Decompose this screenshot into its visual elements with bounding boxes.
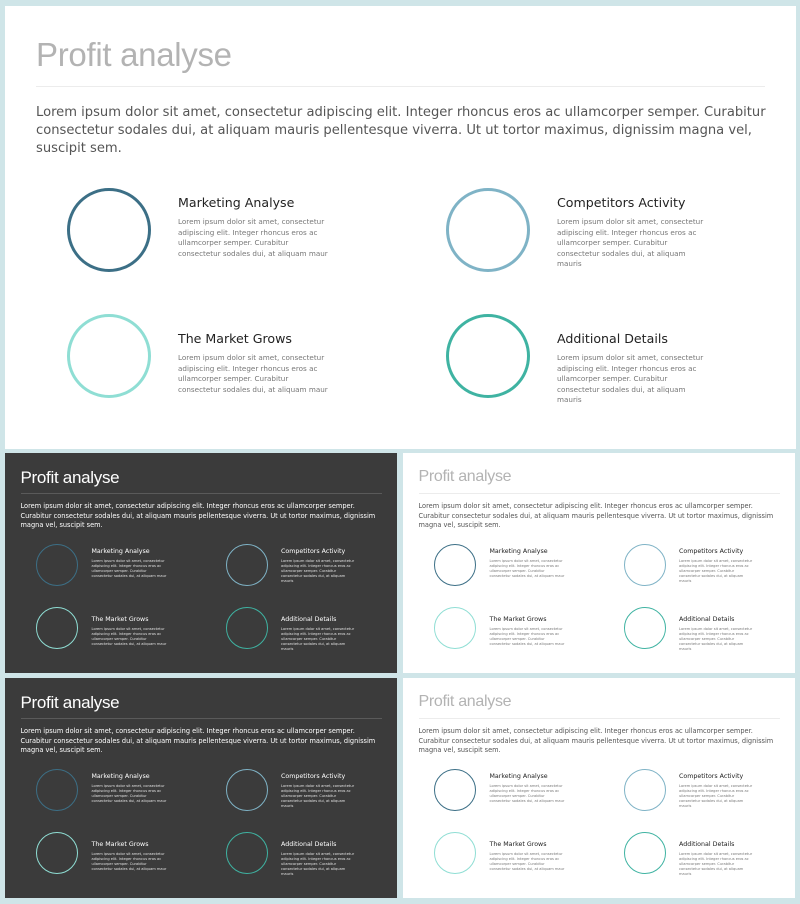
item-description: Lorem ipsum dolor sit amet, consectetur adipiscing elit. Integer rhoncus eros ac ullamcorper semper. Curabitur consectetur sodales dui, at aliquam maur — [489, 783, 565, 804]
item-description: Lorem ipsum dolor sit amet, consectetur adipiscing elit. Integer rhoncus eros ac ullamcorper semper. Curabitur consectetur sodales dui, at aliquam mauris — [557, 353, 704, 404]
item-description: Lorem ipsum dolor sit amet, consectetur adipiscing elit. Integer rhoncus eros ac ullamcorper semper. Curabitur consectetur sodales dui, at aliquam maur — [178, 353, 328, 394]
item-description: Lorem ipsum dolor sit amet, consectetur adipiscing elit. Integer rhoncus eros ac ullamcorper semper. Curabitur consectetur sodales dui, at aliquam mauris — [679, 558, 753, 584]
circle-icon — [36, 832, 78, 874]
item-description: Lorem ipsum dolor sit amet, consectetur adipiscing elit. Integer rhoncus eros ac ullamcorper semper. Curabitur consectetur sodales dui, at aliquam mauris — [281, 783, 355, 809]
item-heading: The Market Grows — [178, 331, 292, 346]
slide-title: Profit analyse — [418, 693, 512, 710]
item-heading: Additional Details — [281, 615, 337, 623]
circle-icon — [624, 769, 666, 811]
circle-icon — [226, 544, 268, 586]
item-heading: Competitors Activity — [679, 772, 744, 780]
circle-icon — [226, 832, 268, 874]
item-heading: Additional Details — [679, 840, 735, 848]
item-description: Lorem ipsum dolor sit amet, consectetur adipiscing elit. Integer rhoncus eros ac ullamcorper semper. Curabitur consectetur sodales dui, at aliquam maur — [91, 851, 167, 872]
item-heading: Marketing Analyse — [91, 772, 150, 780]
item-heading: The Market Grows — [91, 615, 149, 623]
item-heading: Competitors Activity — [281, 547, 346, 555]
item-description: Lorem ipsum dolor sit amet, consectetur adipiscing elit. Integer rhoncus eros ac ullamcorper semper. Curabitur consectetur sodales dui, at aliquam mauris — [679, 626, 753, 652]
circle-icon — [434, 607, 476, 649]
item-heading: Additional Details — [557, 331, 668, 346]
item-heading: Competitors Activity — [281, 772, 346, 780]
item-heading: Marketing Analyse — [489, 772, 548, 780]
circle-icon — [226, 769, 268, 811]
item-description: Lorem ipsum dolor sit amet, consectetur adipiscing elit. Integer rhoncus eros ac ullamcorper semper. Curabitur consectetur sodales dui, at aliquam maur — [91, 783, 167, 804]
circle-icon — [36, 607, 78, 649]
title-divider — [419, 493, 780, 494]
intro-paragraph: Lorem ipsum dolor sit amet, consectetur adipiscing elit. Integer rhoncus eros ac ullamcorper semper. Curabitur consectetur sodales dui, at aliquam mauris pellentesque viverra. Ut ut tortor maximus, dignissim magna vel, suscipit sem. — [418, 502, 774, 530]
main-slide[interactable] — [5, 6, 796, 449]
title-divider — [21, 493, 382, 494]
circle-icon — [434, 544, 476, 586]
item-description: Lorem ipsum dolor sit amet, consectetur adipiscing elit. Integer rhoncus eros ac ullamcorper semper. Curabitur consectetur sodales dui, at aliquam maur — [489, 558, 565, 579]
circle-icon — [624, 607, 666, 649]
slide-title: Profit analyse — [20, 693, 120, 712]
item-heading: The Market Grows — [489, 840, 547, 848]
item-description: Lorem ipsum dolor sit amet, consectetur adipiscing elit. Integer rhoncus eros ac ullamcorper semper. Curabitur consectetur sodales dui, at aliquam maur — [489, 626, 565, 647]
intro-paragraph: Lorem ipsum dolor sit amet, consectetur adipiscing elit. Integer rhoncus eros ac ullamcorper semper. Curabitur consectetur sodales dui, at aliquam mauris pellentesque viverra. Ut ut tortor maximus, dignissim magna vel, suscipit sem. — [20, 727, 376, 755]
item-description: Lorem ipsum dolor sit amet, consectetur adipiscing elit. Integer rhoncus eros ac ullamcorper semper. Curabitur consectetur sodales dui, at aliquam mauris — [281, 851, 355, 877]
item-description: Lorem ipsum dolor sit amet, consectetur adipiscing elit. Integer rhoncus eros ac ullamcorper semper. Curabitur consectetur sodales dui, at aliquam maur — [91, 626, 167, 647]
item-description: Lorem ipsum dolor sit amet, consectetur adipiscing elit. Integer rhoncus eros ac ullamcorper semper. Curabitur consectetur sodales dui, at aliquam maur — [91, 558, 167, 579]
item-heading: Competitors Activity — [557, 195, 686, 210]
circle-icon — [446, 188, 530, 272]
item-description: Lorem ipsum dolor sit amet, consectetur adipiscing elit. Integer rhoncus eros ac ullamcorper semper. Curabitur consectetur sodales dui, at aliquam mauris — [281, 558, 355, 584]
circle-icon — [624, 832, 666, 874]
item-description: Lorem ipsum dolor sit amet, consectetur adipiscing elit. Integer rhoncus eros ac ullamcorper semper. Curabitur consectetur sodales dui, at aliquam mauris — [679, 851, 753, 877]
dark-slide-2[interactable] — [5, 678, 397, 898]
circle-icon — [434, 769, 476, 811]
item-heading: The Market Grows — [91, 840, 149, 848]
item-description: Lorem ipsum dolor sit amet, consectetur adipiscing elit. Integer rhoncus eros ac ullamcorper semper. Curabitur consectetur sodales dui, at aliquam maur — [178, 217, 328, 258]
circle-icon — [36, 769, 78, 811]
intro-paragraph: Lorem ipsum dolor sit amet, consectetur adipiscing elit. Integer rhoncus eros ac ullamcorper semper. Curabitur consectetur sodales dui, at aliquam mauris pellentesque viverra. Ut ut tortor maximus, dignissim magna vel, suscipit sem. — [418, 727, 774, 755]
title-divider — [419, 718, 780, 719]
circle-icon — [36, 544, 78, 586]
item-description: Lorem ipsum dolor sit amet, consectetur adipiscing elit. Integer rhoncus eros ac ullamcorper semper. Curabitur consectetur sodales dui, at aliquam mauris — [679, 783, 753, 809]
item-heading: Competitors Activity — [679, 547, 744, 555]
dark-slide-1[interactable] — [5, 453, 397, 673]
title-divider — [21, 718, 382, 719]
intro-paragraph: Lorem ipsum dolor sit amet, consectetur adipiscing elit. Integer rhoncus eros ac ullamcorper semper. Curabitur consectetur sodales dui, at aliquam mauris pellentesque viverra. Ut ut tortor maximus, dignissim magna vel, suscipit sem. — [20, 502, 376, 530]
item-description: Lorem ipsum dolor sit amet, consectetur adipiscing elit. Integer rhoncus eros ac ullamcorper semper. Curabitur consectetur sodales dui, at aliquam mauris — [557, 217, 704, 268]
slide-title: Profit analyse — [36, 36, 232, 73]
circle-icon — [434, 832, 476, 874]
item-heading: Marketing Analyse — [489, 547, 548, 555]
slide-title: Profit analyse — [418, 468, 512, 485]
item-heading: Marketing Analyse — [91, 547, 150, 555]
title-divider — [36, 86, 765, 87]
circle-icon — [226, 607, 268, 649]
slide-title: Profit analyse — [20, 468, 120, 487]
item-description: Lorem ipsum dolor sit amet, consectetur adipiscing elit. Integer rhoncus eros ac ullamcorper semper. Curabitur consectetur sodales dui, at aliquam maur — [489, 851, 565, 872]
light-slide-1[interactable] — [403, 453, 795, 673]
item-heading: The Market Grows — [489, 615, 547, 623]
item-description: Lorem ipsum dolor sit amet, consectetur adipiscing elit. Integer rhoncus eros ac ullamcorper semper. Curabitur consectetur sodales dui, at aliquam mauris — [281, 626, 355, 652]
item-heading: Marketing Analyse — [178, 195, 295, 210]
circle-icon — [624, 544, 666, 586]
item-heading: Additional Details — [679, 615, 735, 623]
circle-icon — [446, 314, 530, 398]
circle-icon — [67, 188, 151, 272]
light-slide-2[interactable] — [403, 678, 795, 898]
circle-icon — [67, 314, 151, 398]
intro-paragraph: Lorem ipsum dolor sit amet, consectetur adipiscing elit. Integer rhoncus eros ac ullamcorper semper. Curabitur consectetur sodales dui, at aliquam mauris pellentesque viverra. Ut ut tortor maximus, dignissim magna vel, suscipit sem. — [36, 105, 766, 156]
item-heading: Additional Details — [281, 840, 337, 848]
